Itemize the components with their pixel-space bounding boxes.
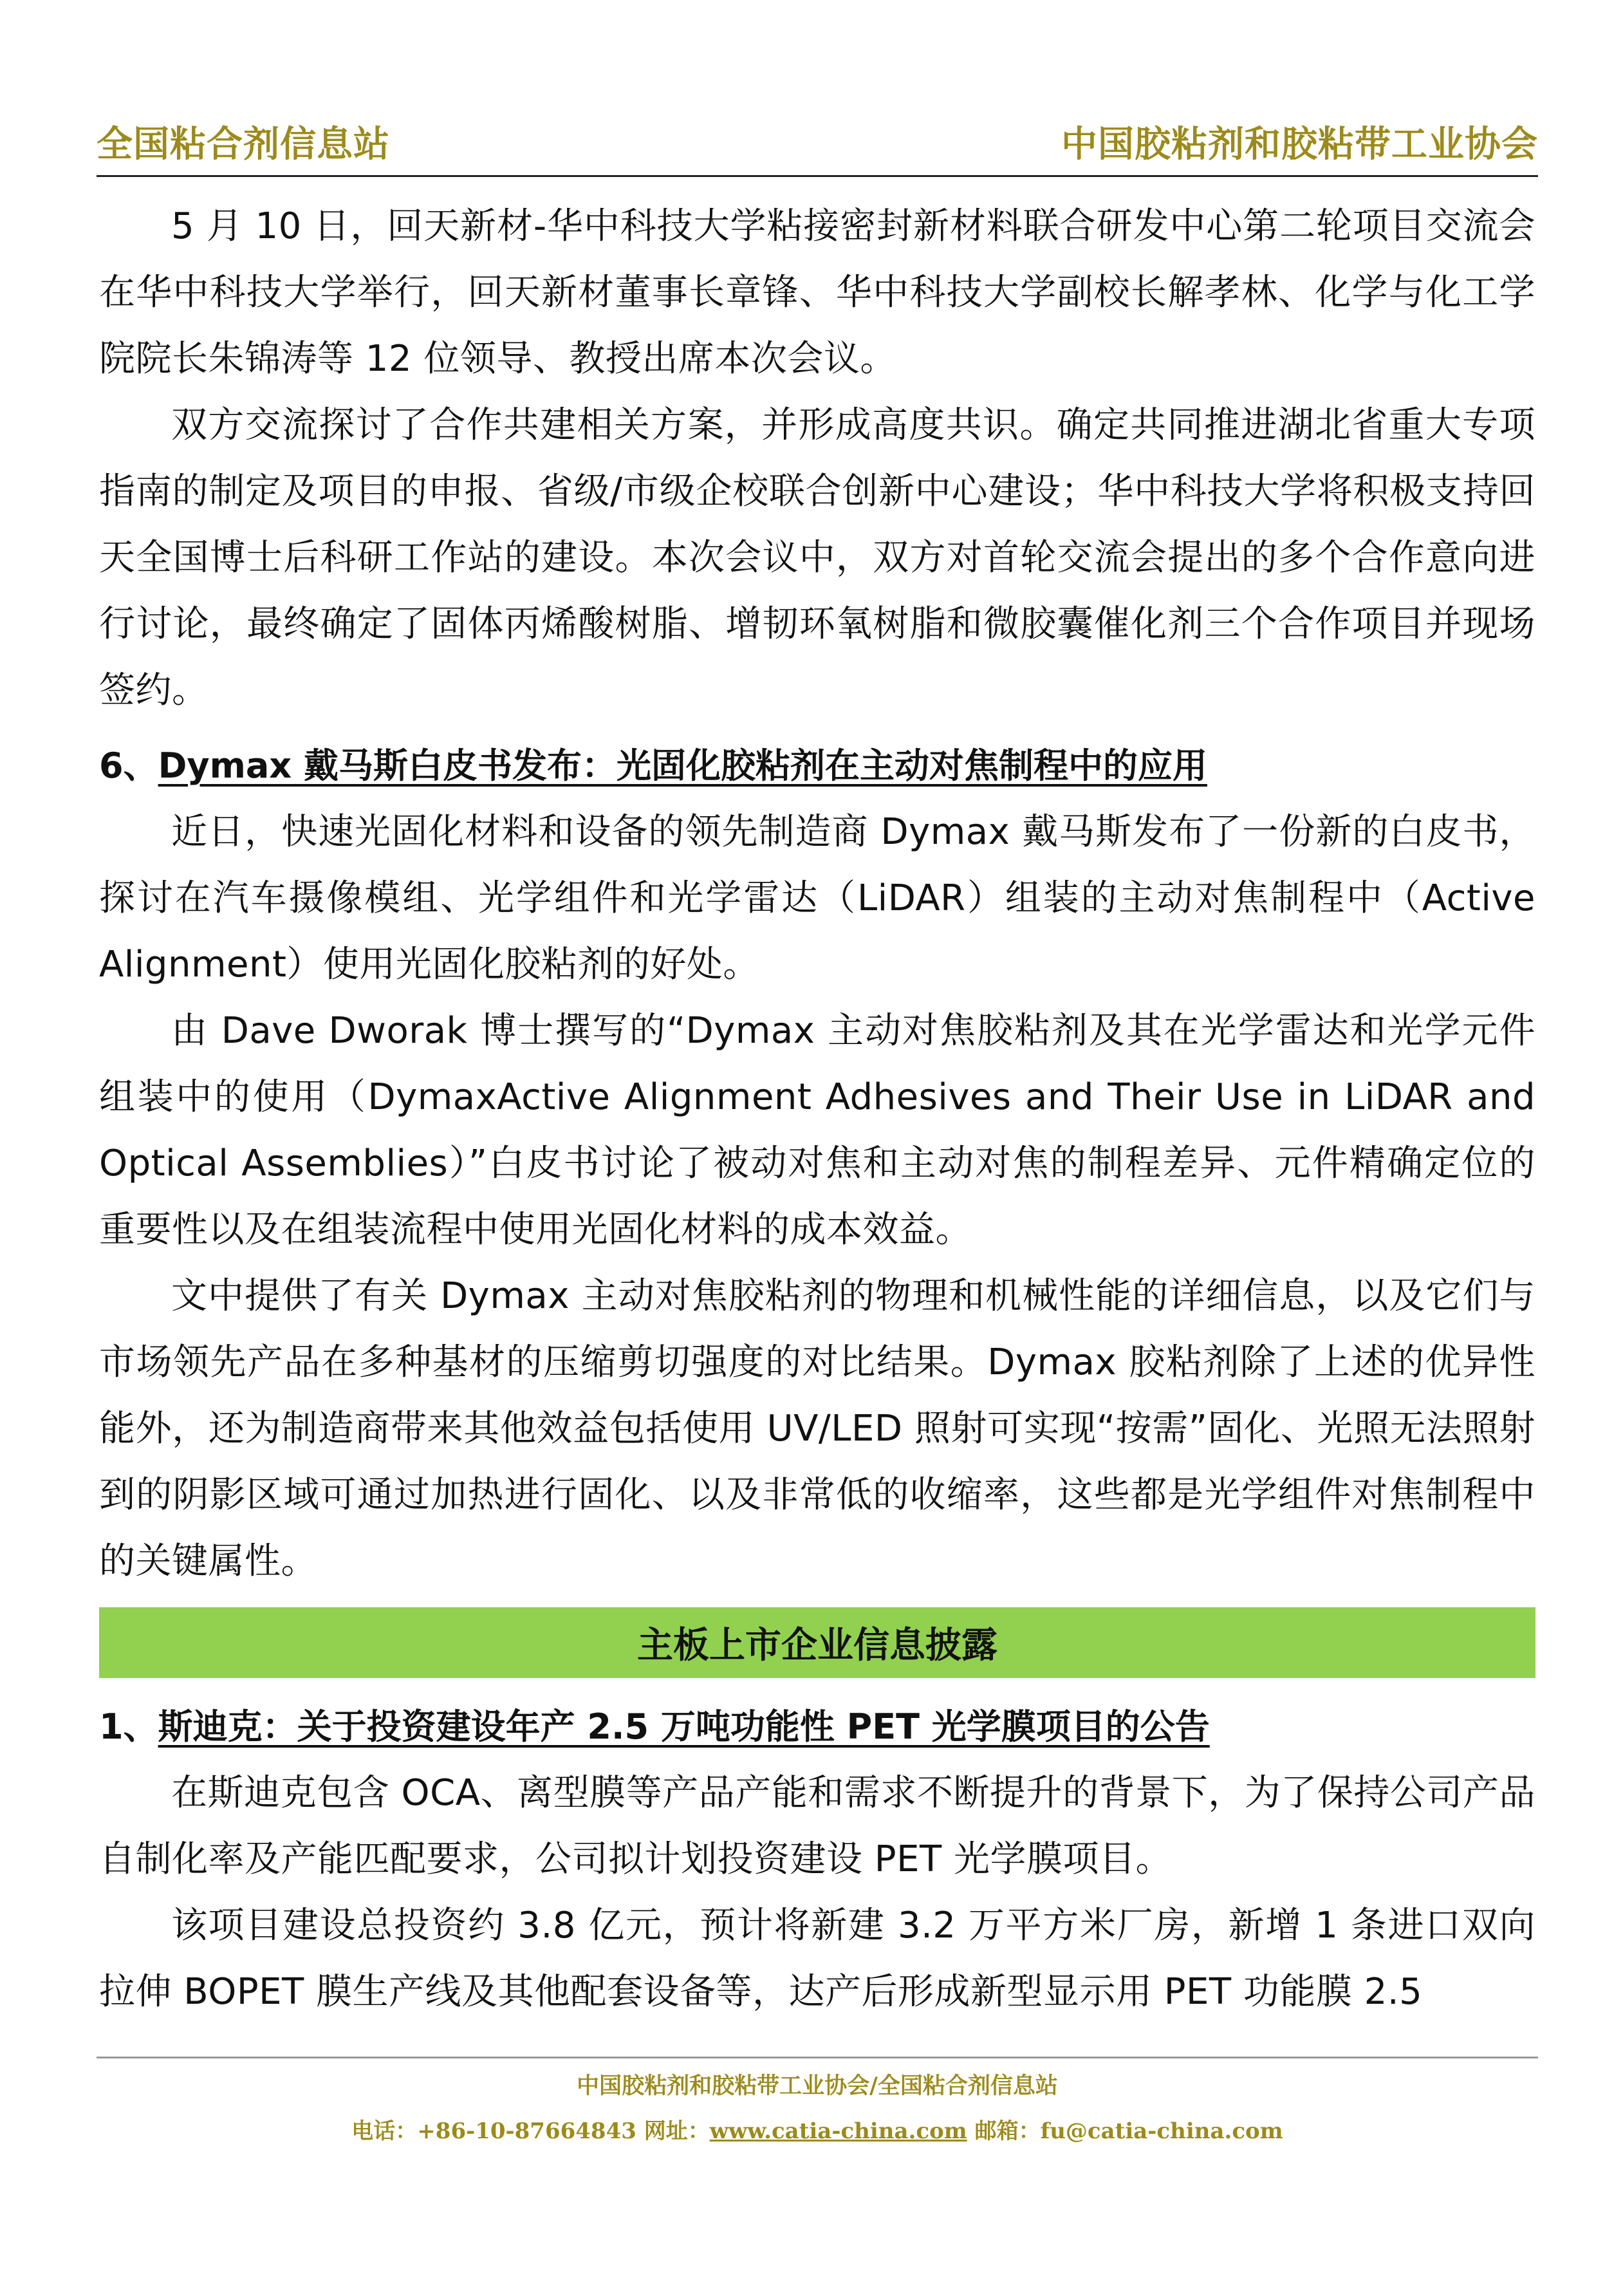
page-footer — [97, 2057, 1538, 2156]
paragraph-6: 在斯迪克包含 OCA、离型膜等产品产能和需求不断提升的背景下，为了保持公司产品自制化率及产能匹配要求，公司拟计划投资建设 PET 光学膜项目。 — [99, 1772, 1535, 1880]
footer-contact-line — [97, 2106, 1538, 2156]
paragraph-4: 由 Dave Dworak 博士撰写的“Dymax 主动对焦胶粘剂及其在光学雷达和光学元件组装中的使用（DymaxActive Alignment Adhesives and Their Use in LiDAR and Optical Assemblies）”白皮书讨论了被动对焦和主动对焦的制程差异、元件精确定位的重要性以及在组装流程中使用光固化材料的成本效益。 — [99, 1010, 1535, 1251]
section-6-heading — [99, 723, 1535, 799]
footer-website-link[interactable]: www.catia-china.com — [709, 2118, 967, 2144]
footer-org-line: 中国胶粘剂和胶粘带工业协会/全国粘合剂信息站 — [577, 2073, 1058, 2099]
paragraph-2: 双方交流探讨了合作共建相关方案，并形成高度共识。确定共同推进湖北省重大专项指南的制定及项目的申报、省级/市级企校联合创新中心建设；华中科技大学将积极支持回天全国博士后科研工作站的建设。本次会议中，双方对首轮交流会提出的多个合作意向进行讨论，最终确定了固体丙烯酸树脂、增韧环氧树脂和微胶囊催化剂三个合作项目并现场签约。 — [99, 404, 1535, 711]
paragraph-5: 文中提供了有关 Dymax 主动对焦胶粘剂的物理和机械性能的详细信息，以及它们与市场领先产品在多种基材的压缩剪切强度的对比结果。Dymax 胶粘剂除了上述的优异性能外，还为制造商带来其他效益包括使用 UV/LED 照射可实现“按需”固化、光照无法照射到的阴影区域可通过加热进行固化、以及非常低的收缩率，这些都是光学组件对焦制程中的关键属性。 — [99, 1275, 1535, 1582]
paragraph-7: 该项目建设总投资约 3.8 亿元，预计将新建 3.2 万平方米厂房，新增 1 条进口双向拉伸 BOPET 膜生产线及其他配套设备等，达产后形成新型显示用 PET 功能膜 2.5 — [99, 1905, 1535, 2013]
section-1-heading — [99, 1685, 1535, 1760]
section-6-number: 6、 — [99, 745, 158, 786]
section-1-number: 1、 — [99, 1706, 158, 1747]
header-right-title: 中国胶粘剂和胶粘带工业协会 — [1061, 123, 1538, 165]
paragraph-3: 近日，快速光固化材料和设备的领先制造商 Dymax 戴马斯发布了一份新的白皮书，探讨在汽车摄像模组、光学组件和光学雷达（LiDAR）组装的主动对焦制程中（Active Alignment）使用光固化胶粘剂的好处。 — [99, 811, 1535, 985]
paragraph-1: 5 月 10 日，回天新材-华中科技大学粘接密封新材料联合研发中心第二轮项目交流会在华中科技大学举行，回天新材董事长章锋、华中科技大学副校长解孝林、化学与化工学院院长朱锦涛等 12 位领导、教授出席本次会议。 — [99, 205, 1535, 380]
section-bar: 主板上市企业信息披露 — [99, 1607, 1535, 1678]
page-header — [97, 108, 1538, 177]
page-content — [99, 193, 1535, 2025]
footer-email: 邮箱：fu@catia-china.com — [967, 2118, 1283, 2144]
header-left-title: 全国粘合剂信息站 — [97, 123, 390, 165]
section-1-title: 斯迪克：关于投资建设年产 2.5 万吨功能性 PET 光学膜项目的公告 — [158, 1706, 1210, 1747]
footer-phone: 电话：+86-10-87664843 网址： — [351, 2118, 710, 2144]
section-6-title: Dymax 戴马斯白皮书发布：光固化胶粘剂在主动对焦制程中的应用 — [158, 745, 1207, 786]
